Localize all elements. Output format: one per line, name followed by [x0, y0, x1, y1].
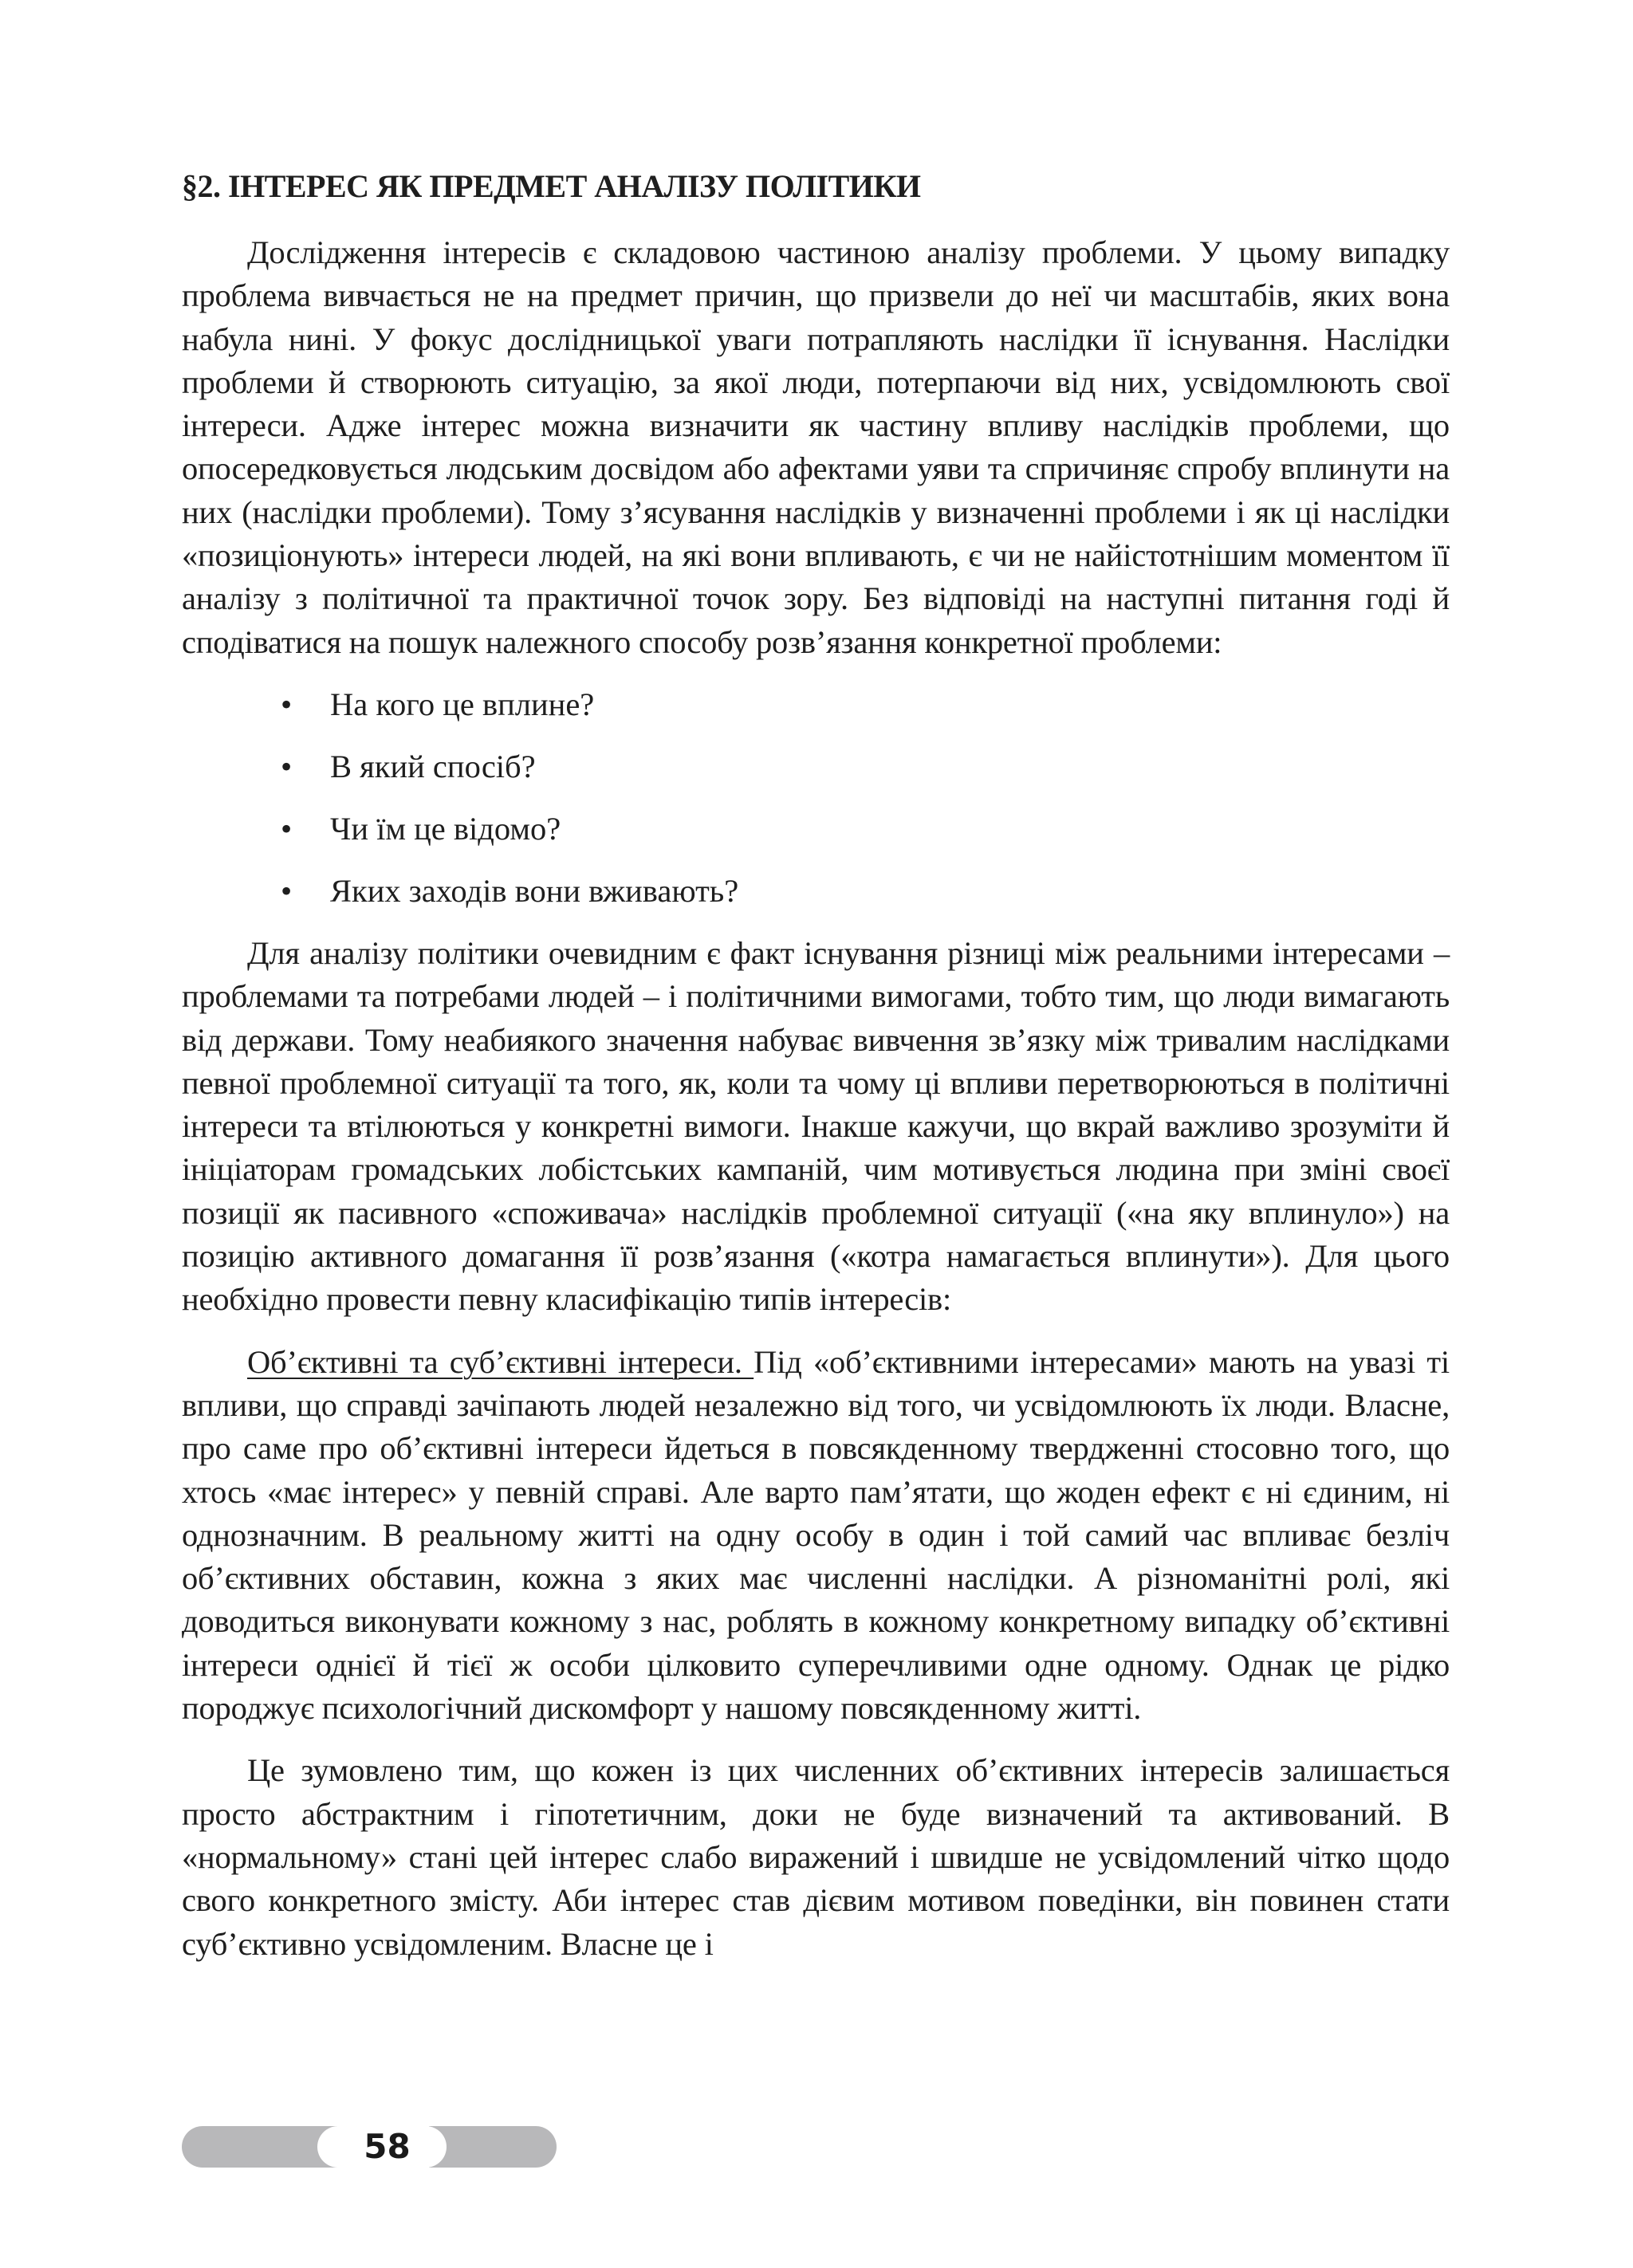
paragraph-objective-interests: [182, 1341, 1450, 1731]
list-item-text: Чи їм це відомо?: [330, 810, 561, 847]
question-list: [182, 683, 1450, 913]
paragraph-analysis: Для аналізу політики очевидним є факт існування різниці між реальними інтересами – проблемами та потребами людей – і політичними вимогами, тобто тим, що люди вимагають від держави. Тому неабиякого значення набуває вивчення зв’язку між тривалим наслідками певної проблемної ситуації та того, як, коли та чому ці впливи перетворюються в політичні інтереси та втілюються у конкретні вимоги. Інакше кажучи, що вкрай важливо зрозуміти й ініціаторам громадських лобістських кампаній, чим мотивується людина при зміні своєї позиції як пасивного «споживача» наслідків проблемної ситуації («на яку вплинуло») на позицію активного домагання її розв’язання («котра намагається вплинути»). Для цього необхідно провести певну класифікацію типів інтересів:: [182, 934, 1450, 1318]
section-heading: §2. ІНТЕРЕС ЯК ПРЕДМЕТ АНАЛІЗУ ПОЛІТИКИ: [182, 168, 921, 204]
bullet-icon: •: [281, 686, 293, 722]
bullet-icon: •: [281, 748, 293, 784]
paragraph-intro: Дослідження інтересів є складовою частиною аналізу проблеми. У цьому випадку проблема вивчається не на предмет причин, що призвели до неї чи масштабів, яких вона набула нині. У фокус дослідницької уваги потрапляють наслідки її існування. Наслідки проблеми й створюють ситуацію, за якої люди, потерпаючи від них, усвідомлюють свої інтереси. Адже інтерес можна визначити як частину впливу наслідків проблеми, що опосередковується людським досвідом або афектами уяви та спричиняє спробу вплинути на них (наслідки проблеми). Тому з’ясування наслідків у визначенні проблеми і як ці наслідки «позиціонують» інтереси людей, на які вони впливають, є чи не найістотнішим моментом її аналізу з політичної та практичної точок зору. Без відповіді на наступні питання годі й сподіватися на пошук належного способу розв’язання конкретної проблеми:: [182, 234, 1450, 660]
list-item: [182, 870, 1450, 913]
list-item-text: В який спосіб?: [330, 748, 536, 784]
footer-pill-right: [429, 2126, 557, 2168]
subheading-objective-subjective: Об’єктивні та суб’єктивні інтереси.: [247, 1343, 754, 1380]
list-item: [182, 745, 1450, 788]
paragraph-objective-text: Під «об’єктивними інтересами» мають на увазі ті впливи, що справді зачіпають людей незалежно від того, чи усвідомлюють їх люди. Власне, про саме про об’єктивні інтереси йдеться в повсякденному твердженні стосовно того, що хтось «має інтерес» у певній справі. Але варто пам’ятати, що жоден ефект є ні єдиним, ні однозначним. В реальному житті на одну особу в один і той самий час впливає безліч об’єктивних обставин, кожна з яких має численні наслідки. А різноманітні ролі, які доводиться виконувати кожному з нас, роблять в кожному конкретному випадку об’єктивні інтереси однієї й тієї ж особи цілковито суперечливими одне одному. Однак це рідко породжує психологічний дискомфорт у нашому повсякденному житті.: [182, 1343, 1450, 1727]
footer-pill-left: [182, 2126, 337, 2168]
bullet-icon: •: [281, 810, 293, 847]
page-body: [182, 167, 1450, 1985]
paragraph-conditioned: Це зумовлено тим, що кожен із цих численних об’єктивних інтересів залишається просто абстрактним і гіпотетичним, доки не буде визначений та активований. В «нормальному» стані цей інтерес слабо виражений і швидше не усвідомлений чітко щодо свого конкретного змісту. Аби інтерес став дієвим мотивом поведінки, він повинен стати суб’єктивно усвідомленим. Власне це і: [182, 1752, 1450, 1962]
page-number: 58: [364, 2127, 411, 2166]
list-item-text: Яких заходів вони вживають?: [330, 872, 739, 909]
list-item: [182, 683, 1450, 726]
list-item: [182, 808, 1450, 851]
bullet-icon: •: [281, 872, 293, 909]
list-item-text: На кого це вплине?: [330, 686, 595, 722]
page-number-bar: [182, 2126, 557, 2168]
